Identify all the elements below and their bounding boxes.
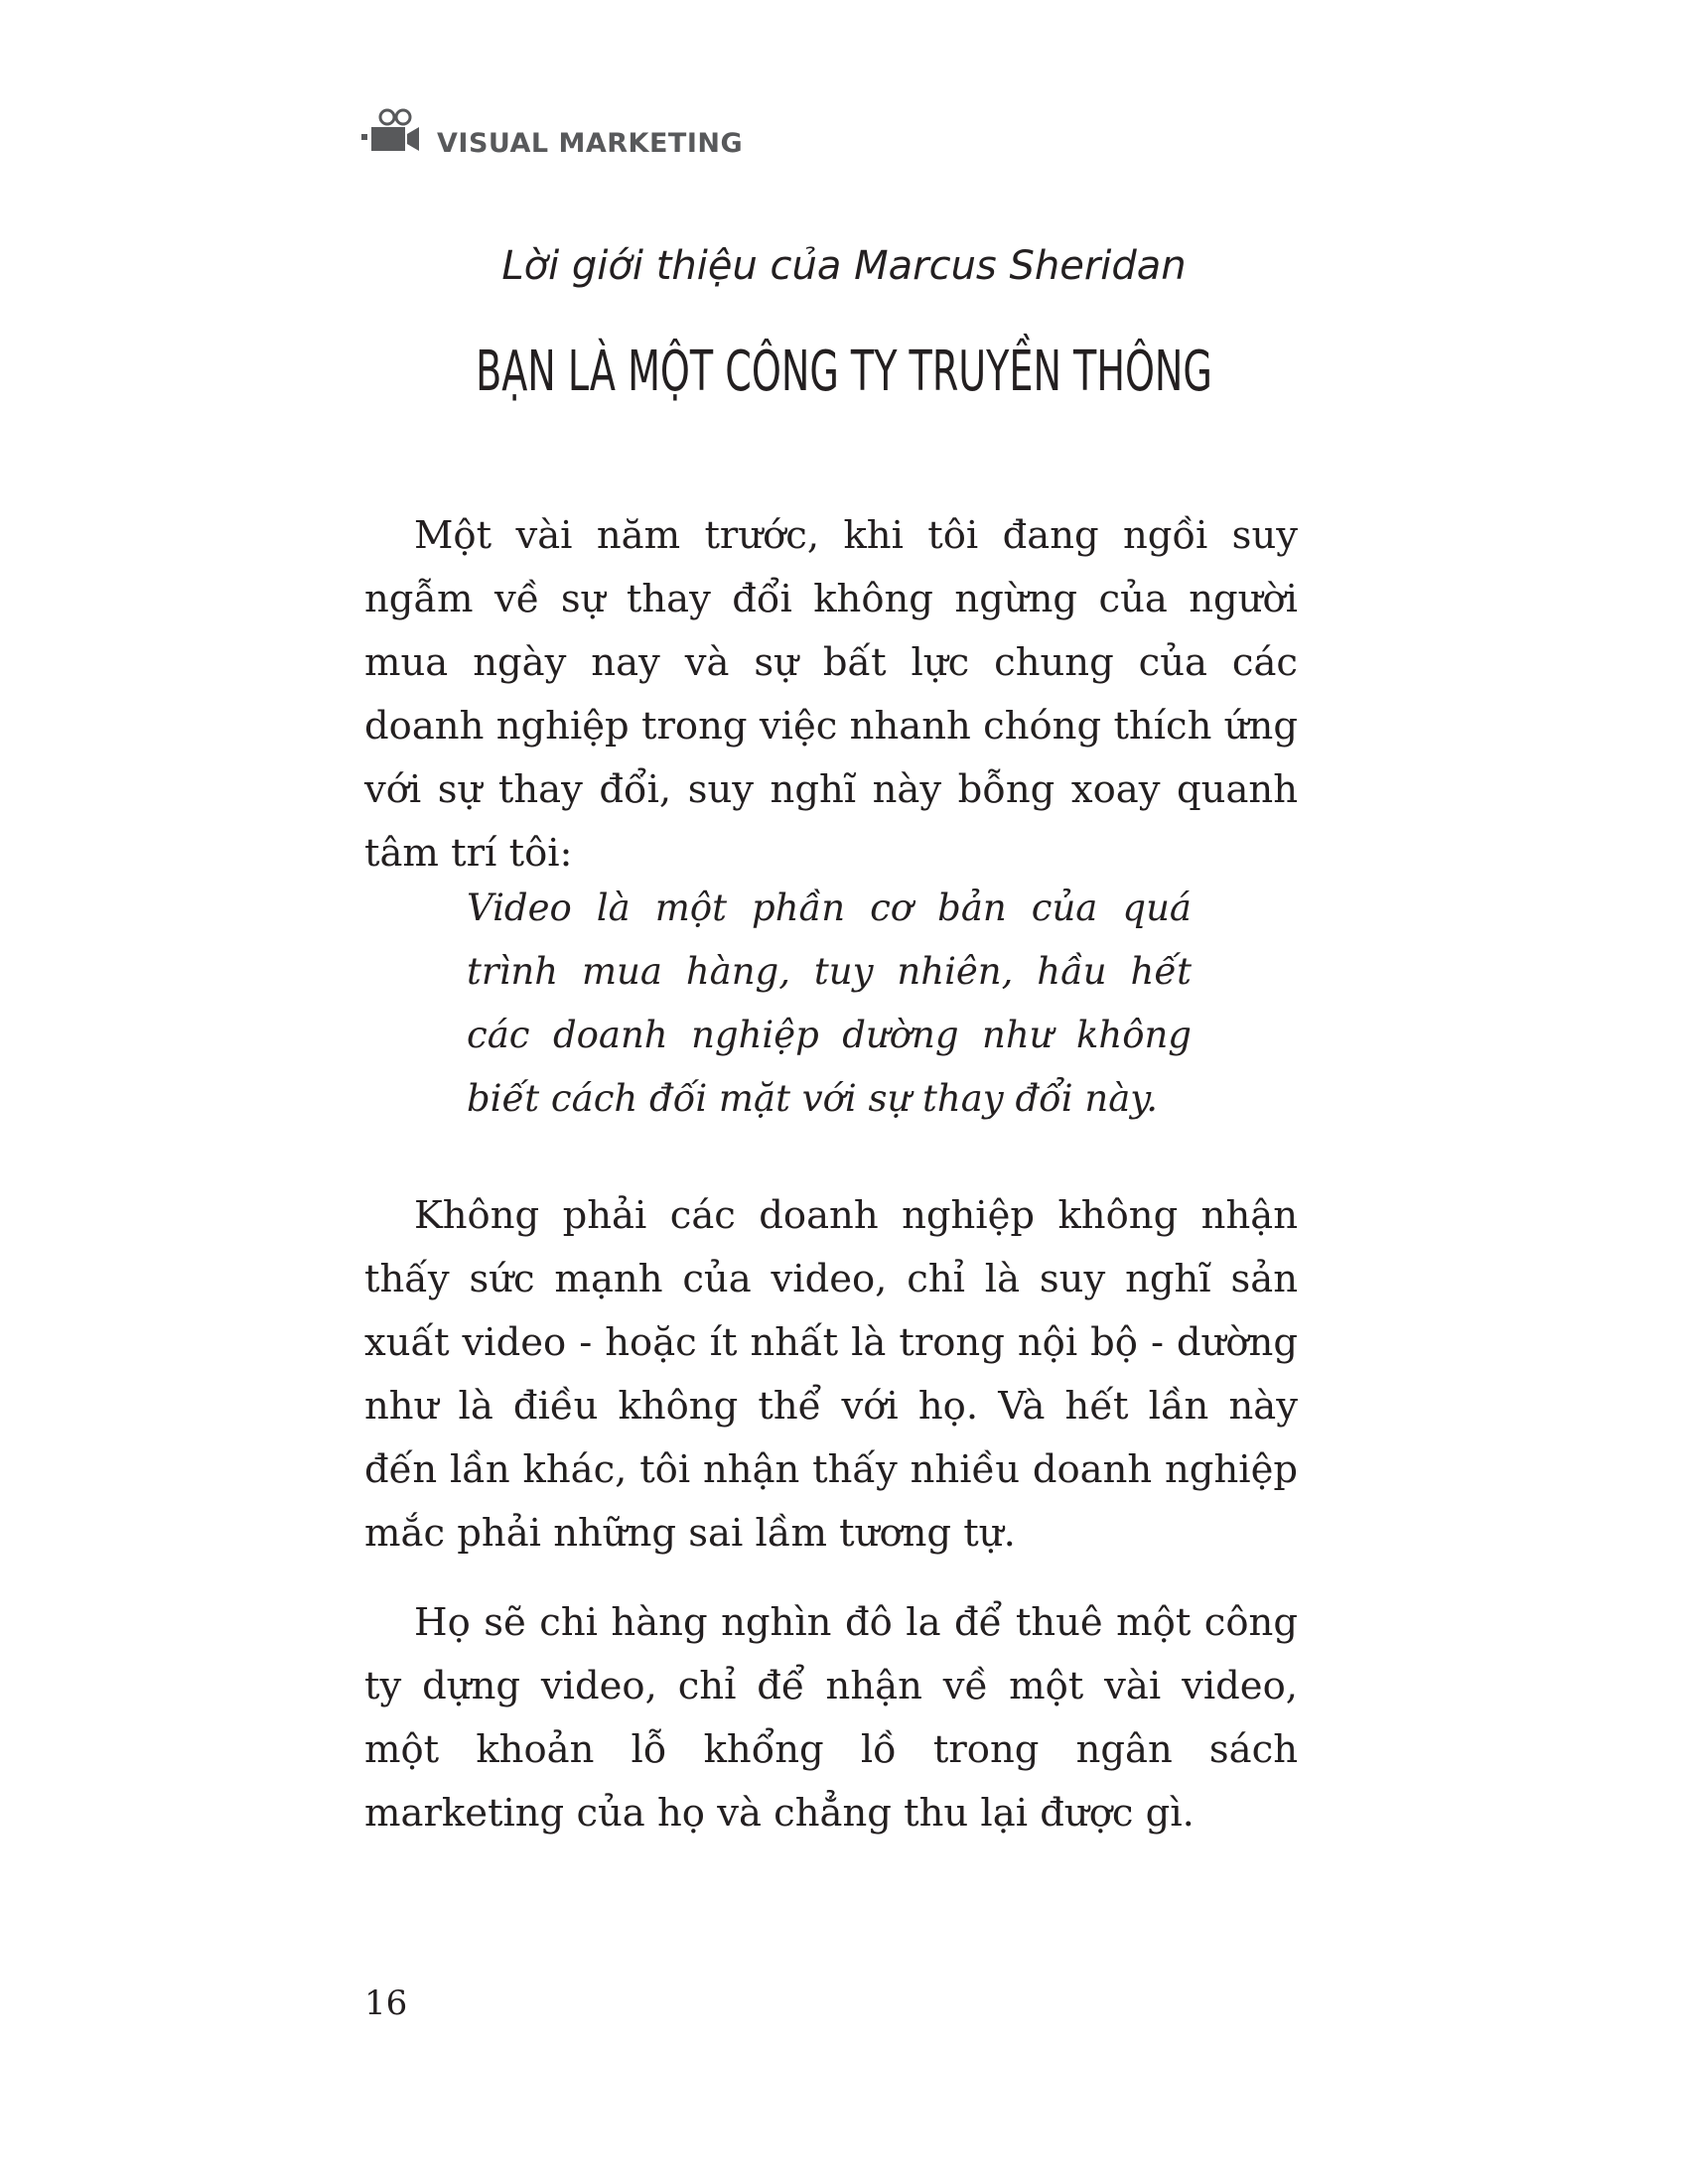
chapter-intro: Lời giới thiệu của Marcus Sheridan <box>501 243 1187 289</box>
body-paragraph: Không phải các doanh nghiệp không nhận thấy sức mạnh của video, chỉ là suy nghĩ sản xuất video - hoặc ít nhất là trong nội bộ - dường như là điều không thể với họ. Và hết lần này đến lần khác, tôi nhận thấy nhiều doanh nghiệp mắc phải những sai lầm tương tự. <box>364 1193 1298 1556</box>
block-quote: Video là một phần cơ bản của quá trình mua hàng, tuy nhiên, hầu hết các doanh nghiệp dường như không biết cách đối mặt với sự thay đổi này. <box>467 887 1192 1120</box>
running-title: VISUAL MARKETING <box>437 128 744 159</box>
page-number: 16 <box>364 1983 408 2023</box>
body-paragraph: Một vài năm trước, khi tôi đang ngồi suy ngẫm về sự thay đổi không ngừng của người mua ngày nay và sự bất lực chung của các doanh nghiệp trong việc nhanh chóng thích ứng với sự thay đổi, suy nghĩ này bỗng xoay quanh tâm trí tôi: <box>364 513 1298 876</box>
chapter-title: BẠN LÀ MỘT CÔNG TY TRUYỀN THÔNG <box>476 340 1212 404</box>
movie-camera-icon <box>361 107 421 159</box>
body-paragraph: Họ sẽ chi hàng nghìn đô la để thuê một công ty dựng video, chỉ để nhận về một vài video, một khoản lỗ khổng lồ trong ngân sách marketing của họ và chẳng thu lại được gì. <box>364 1600 1298 1836</box>
running-header <box>361 107 743 159</box>
